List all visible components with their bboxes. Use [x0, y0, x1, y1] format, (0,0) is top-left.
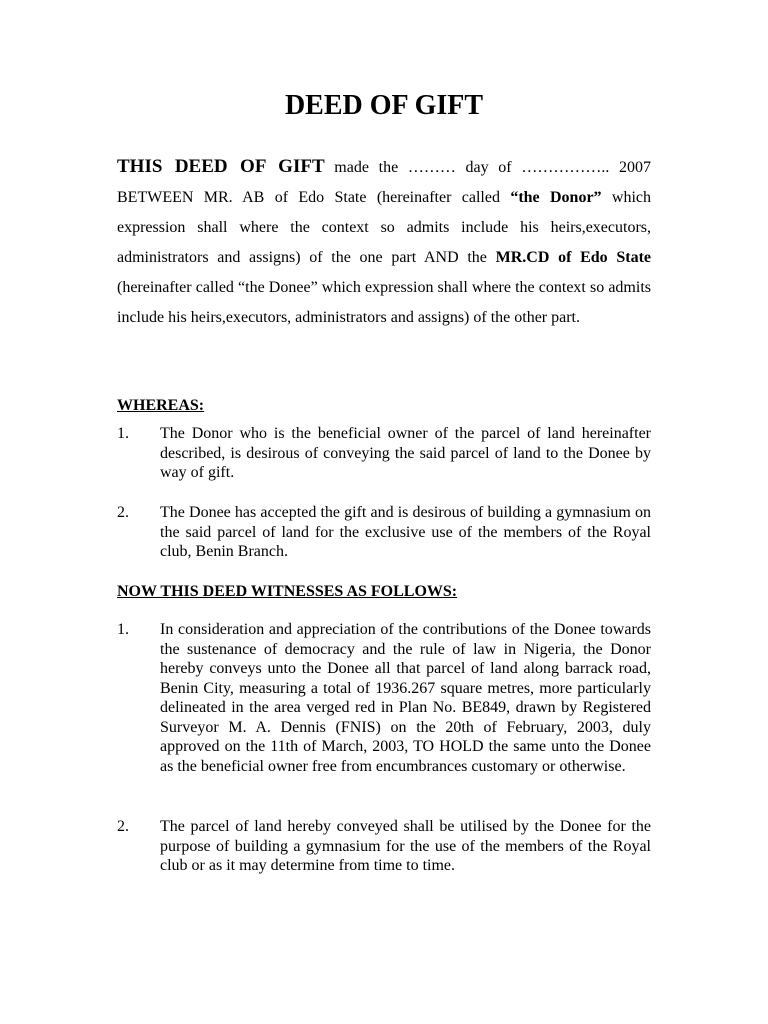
witnesses-item-2: [117, 817, 651, 876]
witnesses-item-1: [117, 620, 651, 776]
whereas-item-text: The Donee has accepted the gift and is desirous of building a gymnasium on the said parcel of land for the exclusive use of the members of the Royal club, Benin Branch.: [160, 504, 651, 560]
intro-lead: THIS DEED OF GIFT: [117, 156, 325, 177]
whereas-heading: WHEREAS:: [117, 397, 205, 414]
intro-text-part3: (hereinafter called “the Donee” which expression shall where the context so admits include his heirs,executors, administrators and assigns) of the other part.: [117, 279, 651, 326]
donee-name: MR.CD of Edo State: [495, 249, 652, 266]
witnesses-item-number: 2.: [117, 818, 129, 835]
intro-text-part2: which expression shall where the context so admits include his heirs,executors, administrators and assigns) of the one part AND the: [117, 189, 651, 266]
whereas-item-number: 2.: [117, 504, 129, 521]
whereas-item-2: [117, 503, 651, 562]
whereas-item-text: The Donor who is the beneficial owner of the parcel of land hereinafter described, is desirous of conveying the said parcel of land to the Donee by way of gift.: [160, 425, 651, 481]
witnesses-heading: NOW THIS DEED WITNESSES AS FOLLOWS:: [117, 583, 458, 600]
donor-term: “the Donor”: [510, 189, 602, 206]
whereas-item-number: 1.: [117, 425, 129, 442]
document-title: DEED OF GIFT: [284, 90, 484, 121]
intro-paragraph: [117, 152, 651, 333]
whereas-item-1: [117, 424, 651, 483]
witnesses-item-text: The parcel of land hereby conveyed shall be utilised by the Donee for the purpose of building a gymnasium for the use of the members of the Royal club or as it may determine from time to time.: [160, 818, 651, 874]
intro-text-part1: made the ……… day of …………….. 2007 BETWEEN MR. AB of Edo State (hereinafter called: [117, 159, 651, 206]
witnesses-item-number: 1.: [117, 621, 129, 638]
witnesses-item-text: In consideration and appreciation of the contributions of the Donee towards the sustenance of democracy and the rule of law in Nigeria, the Donor hereby conveys unto the Donee all that parcel of land along barrack road, Benin City, measuring a total of 1936.267 square metres, more particularly delineated in the area verged red in Plan No. BE849, drawn by Registered Surveyor M. A. Dennis (FNIS) on the 20th of February, 2003, duly approved on the 11th of March, 2003, TO HOLD the same unto the Donee as the beneficial owner free from encumbrances customary or otherwise.: [160, 621, 651, 775]
